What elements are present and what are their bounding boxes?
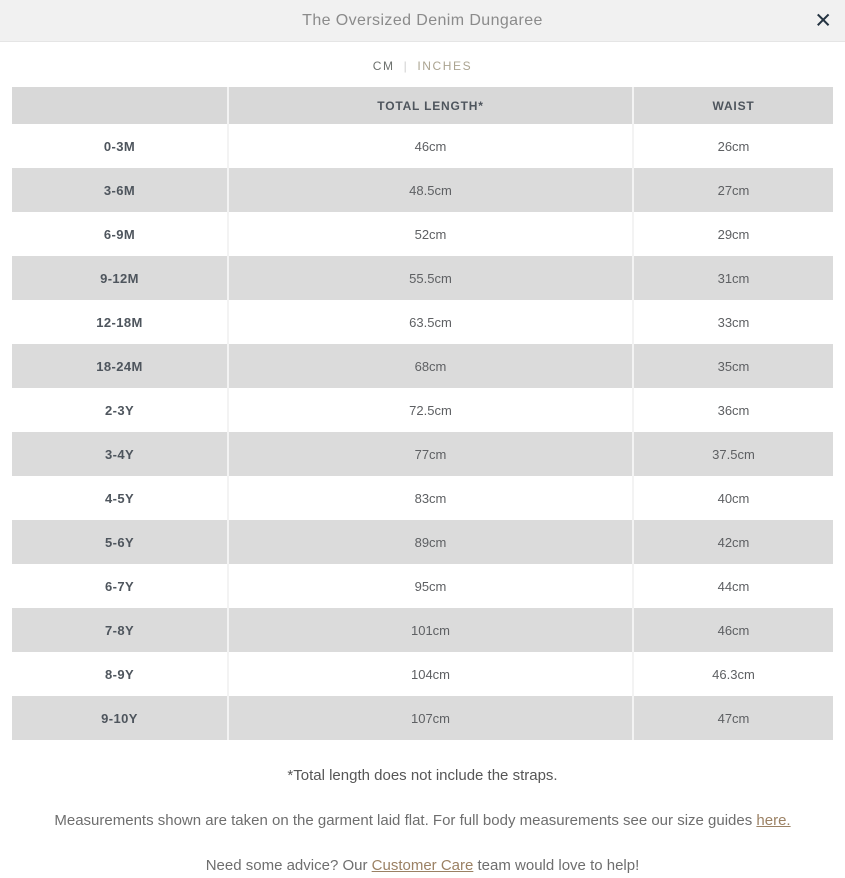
page-title: The Oversized Denim Dungaree bbox=[302, 11, 543, 29]
table-row bbox=[12, 608, 833, 652]
close-icon[interactable]: ✕ bbox=[814, 9, 832, 32]
waist-cell: 26cm bbox=[633, 124, 833, 168]
total-length-cell: 46cm bbox=[228, 124, 633, 168]
size-label-cell: 3-6M bbox=[103, 182, 136, 198]
size-label-cell: 4-5Y bbox=[104, 490, 135, 506]
waist-cell: 31cm bbox=[633, 256, 833, 300]
table-row bbox=[12, 432, 833, 476]
size-label-cell: 8-9Y bbox=[104, 666, 135, 682]
total-length-cell: 107cm bbox=[228, 696, 633, 740]
waist-cell: 40cm bbox=[633, 476, 833, 520]
total-length-cell: 101cm bbox=[228, 608, 633, 652]
table-row bbox=[12, 652, 833, 696]
table-row bbox=[12, 168, 833, 212]
size-label-cell: 2-3Y bbox=[104, 402, 135, 418]
waist-cell: 47cm bbox=[633, 696, 833, 740]
waist-cell: 29cm bbox=[633, 212, 833, 256]
waist-cell: 37.5cm bbox=[633, 432, 833, 476]
waist-cell: 33cm bbox=[633, 300, 833, 344]
unit-separator: | bbox=[403, 59, 409, 73]
size-table-header bbox=[12, 87, 833, 124]
total-length-cell: 48.5cm bbox=[228, 168, 633, 212]
table-row bbox=[12, 344, 833, 388]
unit-option-cm[interactable]: CM bbox=[372, 59, 395, 73]
unit-option-inches[interactable]: INCHES bbox=[417, 59, 473, 73]
total-length-cell: 55.5cm bbox=[228, 256, 633, 300]
size-table-body bbox=[12, 124, 833, 740]
waist-cell: 36cm bbox=[633, 388, 833, 432]
advice-note-suffix: team would love to help! bbox=[473, 857, 640, 874]
table-row bbox=[12, 476, 833, 520]
size-label-cell: 18-24M bbox=[96, 358, 143, 374]
table-row bbox=[12, 388, 833, 432]
advice-note-prefix: Need some advice? Our bbox=[205, 857, 372, 874]
total-length-cell: 52cm bbox=[228, 212, 633, 256]
advice-note bbox=[0, 857, 845, 874]
size-label-cell: 7-8Y bbox=[104, 622, 135, 638]
size-label-cell: 3-4Y bbox=[104, 446, 135, 462]
total-length-cell: 63.5cm bbox=[228, 300, 633, 344]
total-length-cell: 104cm bbox=[228, 652, 633, 696]
total-length-cell: 72.5cm bbox=[228, 388, 633, 432]
size-label-cell: 9-12M bbox=[100, 270, 139, 286]
size-label-cell: 6-9M bbox=[103, 226, 136, 242]
measurements-note-text: Measurements shown are taken on the garment laid flat. For full body measurements see our size guides bbox=[54, 812, 757, 829]
waist-cell: 42cm bbox=[633, 520, 833, 564]
table-row bbox=[12, 124, 833, 168]
size-label-cell: 5-6Y bbox=[104, 534, 135, 550]
column-header-total-length: TOTAL LENGTH* bbox=[228, 87, 633, 124]
total-length-cell: 89cm bbox=[228, 520, 633, 564]
table-row bbox=[12, 520, 833, 564]
customer-care-link[interactable]: Customer Care bbox=[371, 857, 474, 874]
table-row bbox=[12, 256, 833, 300]
size-label-cell: 12-18M bbox=[96, 314, 143, 330]
table-row bbox=[12, 300, 833, 344]
total-length-footnote: *Total length does not include the straps. bbox=[287, 767, 558, 784]
waist-cell: 35cm bbox=[633, 344, 833, 388]
waist-cell: 46.3cm bbox=[633, 652, 833, 696]
table-row bbox=[12, 696, 833, 740]
size-label-cell: 6-7Y bbox=[104, 578, 135, 594]
waist-cell: 44cm bbox=[633, 564, 833, 608]
total-length-cell: 77cm bbox=[228, 432, 633, 476]
table-row bbox=[12, 564, 833, 608]
measurements-note bbox=[0, 812, 845, 829]
unit-toggle bbox=[0, 42, 845, 87]
size-label-cell: 0-3M bbox=[103, 138, 136, 154]
total-length-cell: 95cm bbox=[228, 564, 633, 608]
column-header-size bbox=[12, 87, 228, 124]
column-header-waist: WAIST bbox=[633, 87, 833, 124]
size-guides-link[interactable]: here. bbox=[756, 812, 791, 829]
waist-cell: 27cm bbox=[633, 168, 833, 212]
modal-header bbox=[0, 0, 845, 42]
total-length-cell: 83cm bbox=[228, 476, 633, 520]
size-label-cell: 9-10Y bbox=[101, 710, 138, 726]
table-row bbox=[12, 212, 833, 256]
size-table bbox=[12, 87, 833, 740]
waist-cell: 46cm bbox=[633, 608, 833, 652]
total-length-cell: 68cm bbox=[228, 344, 633, 388]
